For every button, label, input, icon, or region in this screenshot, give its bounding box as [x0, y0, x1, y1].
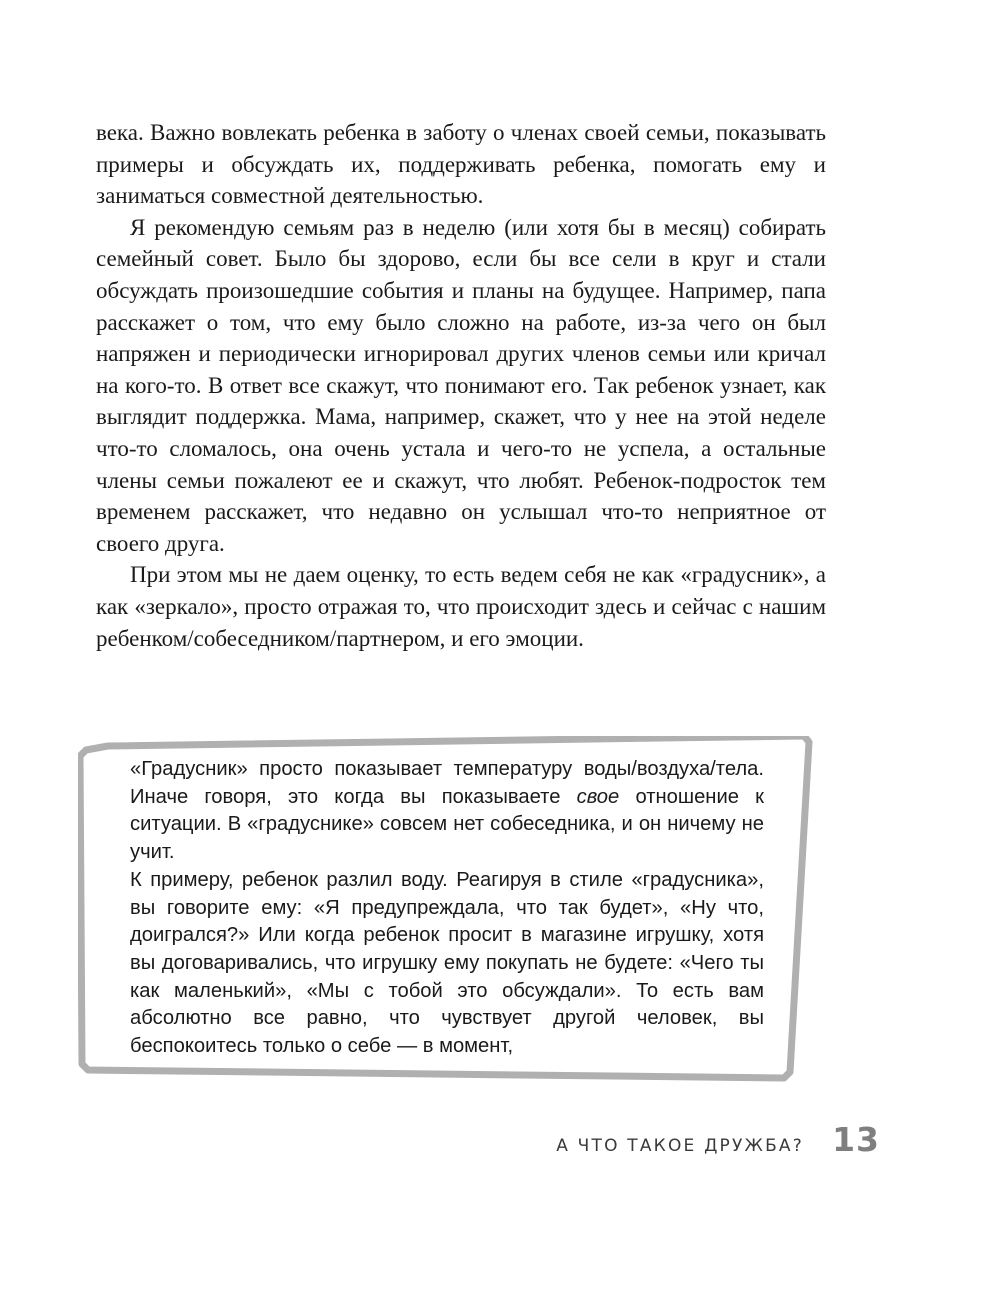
page-footer — [440, 1120, 880, 1164]
callout-paragraph: К примеру, ребенок разлил воду. Реагируя в стиле «градусника», вы говорите ему: «Я предупреждала, что так будет», «Ну что, доигрался?» Или когда ребенок просит в магазине игрушку, хотя вы договаривались, что игрушку ему покупать не будете: «Чего ты как маленький», «Мы с тобой это обсуждали». То есть вам абсолютно все равно, что чувствует другой человек, вы беспокоитесь только о себе — в момент, — [130, 868, 764, 1058]
callout-paragraph: «Градусник» просто показывает температуру воды/воздуха/тела. Иначе говоря, это когда вы показываете свое отношение к ситуации. В «градуснике» совсем нет собеседника, и он ничему не учит. — [130, 758, 764, 864]
running-head: А ЧТО ТАКОЕ ДРУЖБА? — [556, 1136, 804, 1156]
emphasis: свое — [576, 785, 620, 808]
main-text — [96, 117, 826, 654]
paragraph: Я рекомендую семьям раз в неделю (или хотя бы в месяц) собирать семейный совет. Было бы здорово, если бы все сели в круг и стали обсуждать произошедшие события и планы на будущее. Например, папа расскажет о том, что ему было сложно на работе, из-за чего он был напряжен и периодически игнорировал других членов семьи или кричал на кого-то. В ответ все скажут, что понимают его. Так ребенок узнает, как выглядит поддержка. Мама, например, скажет, что у нее на этой неделе что-то сломалось, она очень устала и чего-то не успела, а остальные члены семьи пожалеют ее и скажут, что любят. Ребенок-подросток тем временем расскажет, что недавно он услышал что-то неприятное от своего друга. — [96, 214, 826, 556]
callout-text — [130, 756, 764, 1061]
callout-box — [78, 736, 816, 1082]
paragraph: При этом мы не даем оценку, то есть ведем себя не как «градусник», а как «зеркало», просто отражая то, что происходит здесь и сейчас с нашим ребенком/собеседником/партнером, и его эмоции. — [96, 562, 826, 651]
paragraph: века. Важно вовлекать ребенка в заботу о членах своей семьи, показывать примеры и обсуждать их, поддерживать ребенка, помогать ему и заниматься совместной деятельностью. — [96, 120, 826, 209]
page-number: 13 — [832, 1120, 880, 1159]
